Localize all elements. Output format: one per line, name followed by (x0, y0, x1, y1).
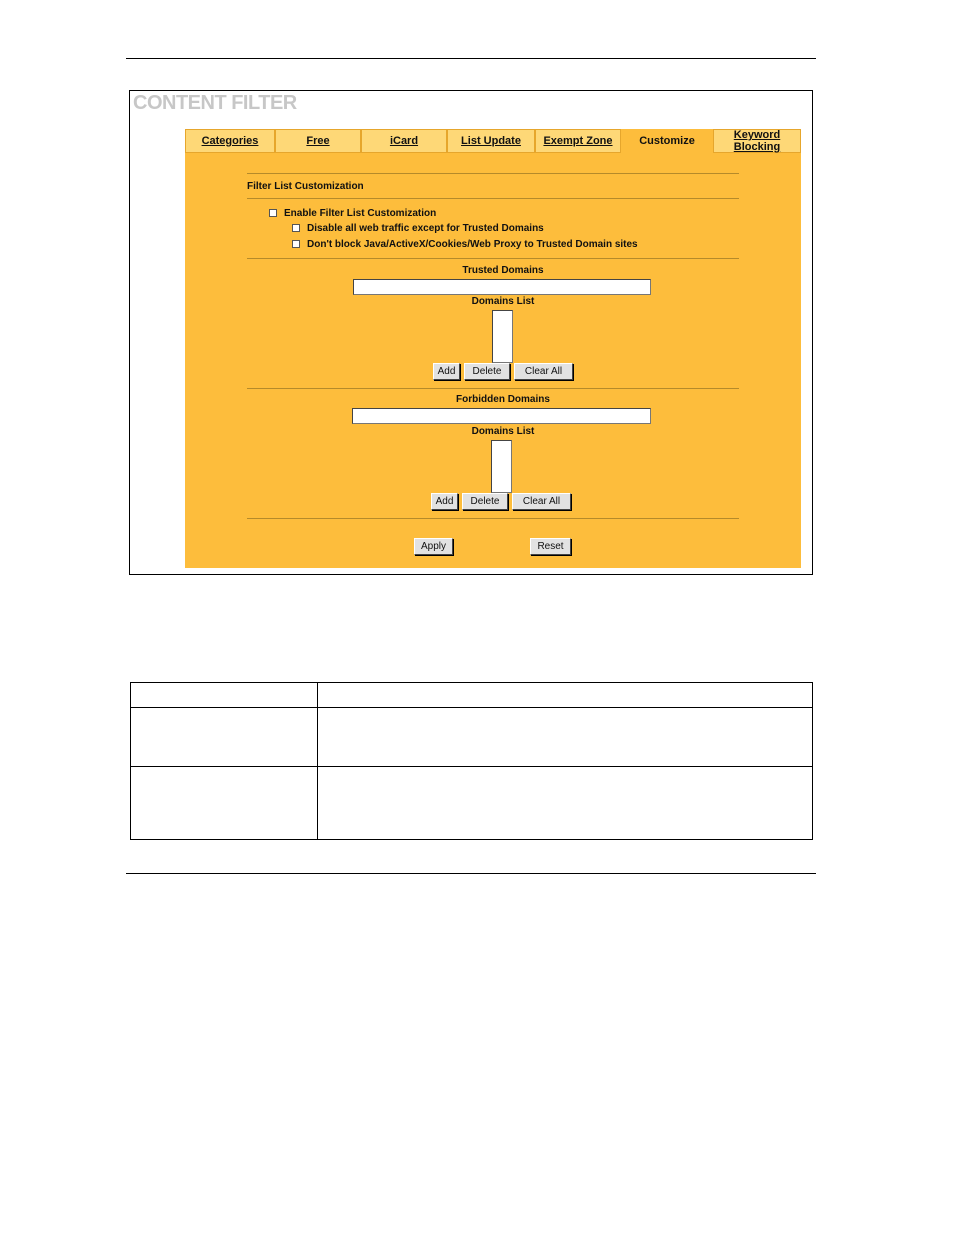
disable-traffic-checkbox[interactable] (292, 224, 300, 232)
table-cell (131, 767, 318, 840)
forbidden-domain-input[interactable] (352, 408, 651, 424)
disable-traffic-label: Disable all web traffic except for Trusted Domains (307, 223, 544, 234)
table-row (131, 767, 813, 840)
table-cell (318, 708, 813, 767)
enable-customization-label: Enable Filter List Customization (284, 208, 437, 219)
separator (247, 198, 739, 199)
separator (247, 388, 739, 389)
trusted-domains-title: Trusted Domains (462, 265, 544, 276)
apply-button[interactable]: Apply (414, 538, 453, 555)
table-row (131, 708, 813, 767)
trusted-clear-all-button[interactable]: Clear All (514, 363, 573, 380)
bottom-rule (126, 873, 816, 874)
separator (247, 518, 739, 519)
table-cell (131, 708, 318, 767)
section-title: Filter List Customization (247, 181, 364, 192)
filter-panel (185, 129, 801, 568)
forbidden-delete-button[interactable]: Delete (462, 493, 508, 510)
tab-keyword-blocking[interactable]: Keyword Blocking (713, 129, 801, 153)
separator (247, 173, 739, 174)
top-rule (126, 58, 816, 59)
separator (247, 258, 739, 259)
forbidden-domains-list-label: Domains List (471, 426, 535, 437)
enable-customization-checkbox[interactable] (269, 209, 277, 217)
trusted-delete-button[interactable]: Delete (464, 363, 510, 380)
forbidden-domains-title: Forbidden Domains (456, 394, 550, 405)
page-title: CONTENT FILTER (133, 92, 297, 114)
trusted-domains-list-label: Domains List (471, 296, 535, 307)
trusted-domain-input[interactable] (353, 279, 651, 295)
tab-categories[interactable]: Categories (185, 129, 275, 153)
tab-list-update[interactable]: List Update (447, 129, 535, 153)
trusted-domains-list[interactable] (492, 310, 513, 363)
table-cell (318, 767, 813, 840)
tab-customize[interactable]: Customize (621, 129, 713, 153)
content-filter-window (129, 90, 813, 575)
tab-exempt-zone[interactable]: Exempt Zone (535, 129, 621, 153)
description-table (130, 682, 813, 840)
reset-button[interactable]: Reset (530, 538, 571, 555)
forbidden-domains-list[interactable] (491, 440, 512, 493)
forbidden-add-button[interactable]: Add (431, 493, 458, 510)
table-cell (318, 683, 813, 708)
dont-block-checkbox[interactable] (292, 240, 300, 248)
tab-icard[interactable]: iCard (361, 129, 447, 153)
tab-bar (185, 129, 801, 155)
forbidden-clear-all-button[interactable]: Clear All (512, 493, 571, 510)
trusted-add-button[interactable]: Add (433, 363, 460, 380)
table-cell (131, 683, 318, 708)
dont-block-label: Don't block Java/ActiveX/Cookies/Web Proxy to Trusted Domain sites (307, 239, 638, 250)
tab-free[interactable]: Free (275, 129, 361, 153)
table-header-row (131, 683, 813, 708)
